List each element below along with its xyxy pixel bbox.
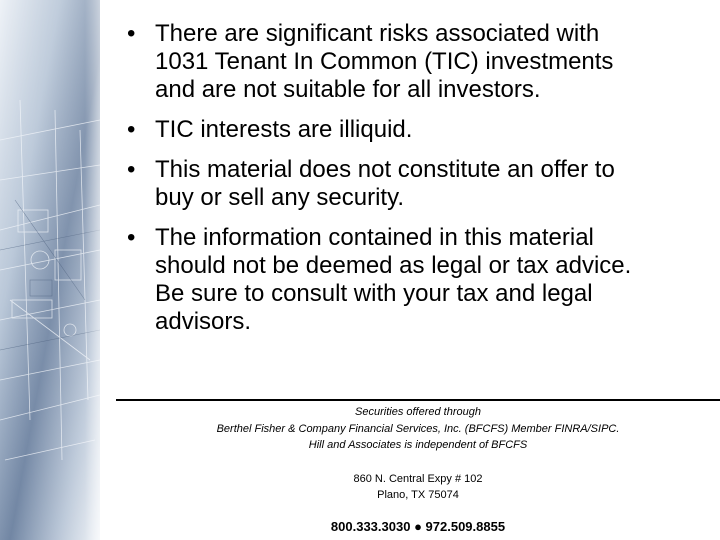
disclosure-line: Securities offered through: [355, 406, 481, 418]
bullet-item-no-offer: [125, 156, 705, 212]
bullet-text-line: Be sure to consult with your tax and legal: [155, 280, 593, 307]
bullet-text-line: advisors.: [155, 308, 252, 335]
bullet-text-line: TIC interests are illiquid.: [155, 116, 413, 143]
disclosure-line: Hill and Associates is independent of BFCFS: [308, 439, 528, 451]
bullet-text-line: and are not suitable for all investors.: [155, 76, 541, 103]
phone-number-secondary: 972.509.8855: [425, 518, 506, 534]
office-address: [116, 471, 720, 504]
bullet-text-line: 1031 Tenant In Common (TIC) investments: [155, 48, 614, 75]
bullet-marker: •: [127, 20, 136, 47]
phone-number-primary: 800.333.3030: [330, 518, 411, 534]
bullet-text-line: There are significant risks associated with: [155, 20, 600, 47]
bullet-item-illiquid: [125, 116, 705, 144]
bullet-item-not-advice: [125, 224, 705, 336]
bullet-marker: •: [127, 224, 136, 251]
blueprint-illustration: [0, 0, 100, 540]
footer: [116, 404, 720, 536]
bullet-marker: •: [127, 116, 136, 143]
address-street: 860 N. Central Expy # 102: [353, 472, 483, 485]
phone-numbers: [116, 518, 720, 536]
bullet-text-line: This material does not constitute an offer to: [155, 156, 615, 183]
footer-divider: [116, 399, 720, 401]
phone-separator: ●: [414, 518, 422, 534]
disclaimer-bullet-list: [125, 20, 705, 348]
bullet-item-risks: [125, 20, 705, 104]
address-city: Plano, TX 75074: [377, 489, 459, 501]
securities-disclosure: [116, 404, 720, 454]
bullet-text-line: buy or sell any security.: [155, 184, 404, 211]
bullet-marker: •: [127, 156, 136, 183]
blueprint-side-image: [0, 0, 100, 540]
bullet-text-line: The information contained in this material: [155, 224, 594, 251]
bullet-text-line: should not be deemed as legal or tax advice.: [155, 252, 632, 279]
disclosure-line: Berthel Fisher & Company Financial Services, Inc. (BFCFS) Member FINRA/SIPC.: [216, 422, 620, 435]
